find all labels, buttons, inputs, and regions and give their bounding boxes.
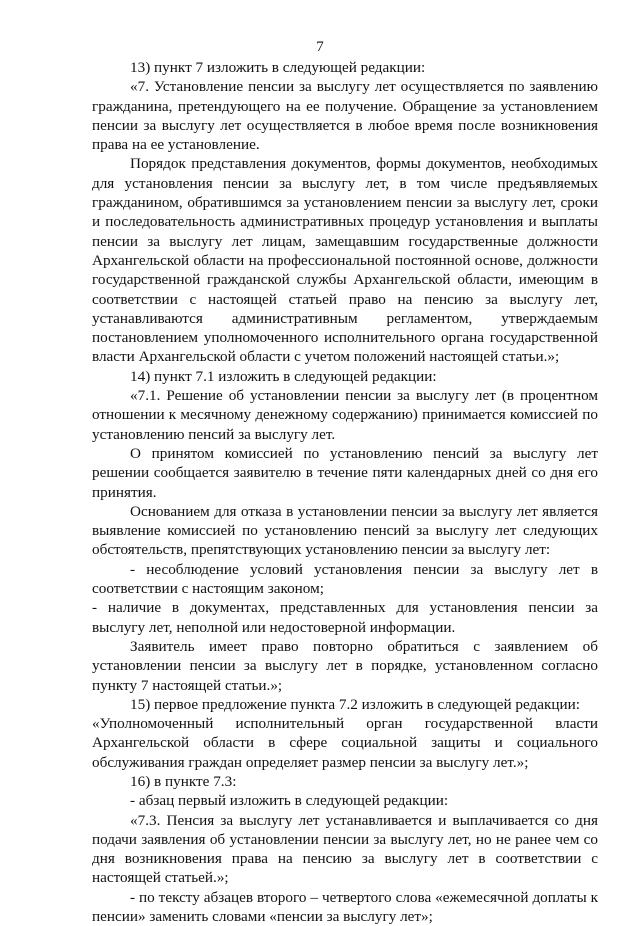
paragraph-bullet-first-para: - абзац первый изложить в следующей редакции: — [130, 792, 449, 810]
paragraph-procedure: Порядок представления документов, формы документов, необходимых для установления пенсии за выслугу лет, в том числе предъявляемых гражданином, обратившимся за установлением пенсии за выслугу лет, сроки и последовательность административных процедур установления и выплаты пенсии за выслугу лет лицам, замещавшим государственные должности Архангельской области на профессиональной постоянной основе, должности государственной гражданской службы Архангельской области, имеющим в соответствии с настоящей статьей право на пенсию за выслугу лет, устанавливаются административным регламентом, утверждаемым постановлением уполномоченного исполнительного органа государственной власти Архангельской области с учетом положений настоящей статьи.»; — [92, 155, 598, 366]
paragraph-item-16: 16) в пункте 7.3: — [130, 772, 237, 790]
paragraph-item-14: 14) пункт 7.1 изложить в следующей редакции: — [130, 367, 437, 385]
document-body — [92, 58, 598, 926]
paragraph-item-15: 15) первое предложение пункта 7.2 изложить в следующей редакции: — [130, 695, 581, 713]
paragraph-clause-7-3: «7.3. Пенсия за выслугу лет устанавливается и выплачивается со дня подачи заявления об установлении пенсии за выслугу лет, но не ранее чем со дня возникновения права на пенсию за выслугу лет в соответствии с настоящей статьей.»; — [92, 811, 598, 887]
paragraph-bullet-conditions: - несоблюдение условий установления пенсии за выслугу лет в соответствии с настоящим законом; — [92, 560, 598, 598]
paragraph-clause-7-1: «7.1. Решение об установлении пенсии за выслугу лет (в процентном отношении к месячному денежному содержанию) принимается комиссией по установлению пенсий за выслугу лет. — [92, 387, 598, 443]
paragraph-refusal-grounds: Основанием для отказа в установлении пенсии за выслугу лет является выявление комиссией по установлению пенсий за выслугу лет следующих обстоятельств, препятствующих установлению пенсии за выслугу лет: — [92, 502, 598, 559]
paragraph-bullet-documents: - наличие в документах, представленных для установления пенсии за выслугу лет, неполной или недостоверной информации. — [92, 599, 598, 636]
paragraph-item-13: 13) пункт 7 изложить в следующей редакции: — [130, 59, 426, 76]
paragraph-reapply: Заявитель имеет право повторно обратиться с заявлением об установлении пенсии за выслугу лет в порядке, установленном согласно пункту 7 настоящей статьи.»; — [92, 637, 598, 694]
paragraph-notification: О принятом комиссией по установлению пенсий за выслугу лет решении сообщается заявителю в течение пяти календарных дней со дня его принятия. — [92, 444, 598, 501]
paragraph-authority: «Уполномоченный исполнительный орган государственной власти Архангельской области в сфере социальной защиты и социального обслуживания граждан определяет размер пенсии за выслугу лет.»; — [92, 715, 598, 771]
paragraph-bullet-replace: - по тексту абзацев второго – четвертого слова «ежемесячной доплаты к пенсии» заменить словами «пенсии за выслугу лет»; — [92, 888, 598, 926]
page-number: 7 — [316, 39, 324, 55]
paragraph-clause-7: «7. Установление пенсии за выслугу лет осуществляется по заявлению гражданина, претендующего на ее получение. Обращение за установлением пенсии за выслугу лет осуществляется в любое время после возникновения права на ее установление. — [92, 78, 598, 154]
